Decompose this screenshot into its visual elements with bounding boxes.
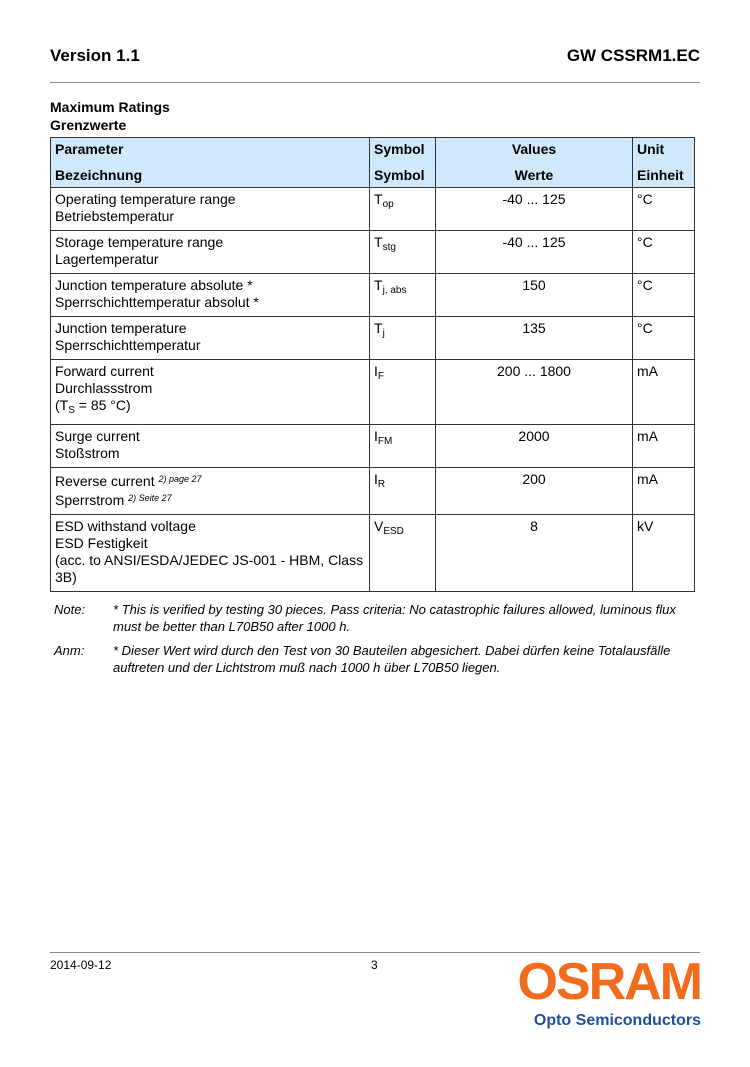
logo-wordmark: OSRAM	[517, 953, 701, 1011]
symbol-subscript: F	[377, 371, 384, 382]
symbol-cell	[370, 231, 436, 274]
note-en	[54, 601, 694, 635]
symbol-main: T	[374, 320, 383, 336]
parameter-line: Reverse current $^{2) page 27}$	[55, 473, 202, 489]
header-symbol-de: Symbol	[370, 164, 436, 188]
note-text: * This is verified by testing 30 pieces. Pass criteria: No catastrophic failures allowed, luminous flux must be better than L70B50 after 1000 h.	[113, 602, 676, 634]
table-row	[51, 360, 695, 425]
parameter-line: Sperrschichttemperatur	[55, 337, 201, 353]
header-symbol: Symbol	[370, 138, 436, 165]
document-version: Version 1.1	[50, 46, 140, 65]
symbol-cell	[370, 360, 436, 425]
value-cell: 8	[436, 515, 633, 592]
symbol-cell	[370, 425, 436, 468]
table-row	[51, 425, 695, 468]
unit-cell: °C	[633, 317, 695, 360]
logo-tagline: Opto Semiconductors	[533, 1012, 701, 1029]
header-bezeichnung: Bezeichnung	[51, 164, 370, 188]
parameter-line: Sperrschichttemperatur absolut *	[55, 294, 259, 310]
parameter-line: ESD withstand voltage	[55, 518, 196, 534]
unit-cell: °C	[633, 231, 695, 274]
table-body	[51, 188, 695, 592]
symbol-cell	[370, 515, 436, 592]
maximum-ratings-table	[50, 137, 695, 592]
symbol-subscript: j, abs	[382, 285, 407, 296]
symbol-subscript: op	[382, 199, 394, 210]
symbol-cell	[370, 468, 436, 515]
table-header-row-en	[51, 138, 695, 165]
symbol-main: T	[374, 191, 383, 207]
section-title-en: Maximum Ratings	[50, 99, 170, 115]
unit-cell: °C	[633, 274, 695, 317]
value-cell: 200	[436, 468, 633, 515]
table-row	[51, 231, 695, 274]
table-row	[51, 188, 695, 231]
page-number: 3	[371, 958, 378, 972]
symbol-main: V	[374, 518, 384, 534]
unit-cell: mA	[633, 468, 695, 515]
symbol-subscript: stg	[382, 242, 396, 253]
unit-cell: mA	[633, 360, 695, 425]
header-divider	[50, 82, 700, 83]
header-parameter: Parameter	[51, 138, 370, 165]
parameter-cell	[51, 425, 370, 468]
symbol-cell	[370, 188, 436, 231]
footer-date: 2014-09-12	[50, 958, 112, 972]
footnote-ref: 2) page 27	[158, 474, 202, 484]
parameter-cell	[51, 188, 370, 231]
symbol-subscript: j	[382, 328, 385, 339]
value-cell: -40 ... 125	[436, 231, 633, 274]
unit-cell: mA	[633, 425, 695, 468]
parameter-line: ESD Festigkeit	[55, 535, 148, 551]
parameter-line: (acc. to ANSI/ESDA/JEDEC JS-001 - HBM, Class 3B)	[55, 552, 364, 585]
header-unit: Unit	[633, 138, 695, 165]
header-einheit: Einheit	[633, 164, 695, 188]
table-row	[51, 274, 695, 317]
parameter-line: Junction temperature	[55, 320, 187, 336]
parameter-line: Surge current	[55, 428, 140, 444]
table-row	[51, 468, 695, 515]
note-de	[54, 642, 694, 676]
parameter-line: Lagertemperatur	[55, 251, 159, 267]
symbol-main: T	[374, 234, 383, 250]
note-label: Note:	[54, 602, 86, 617]
header-values: Values	[436, 138, 633, 165]
parameter-cell	[51, 468, 370, 515]
value-cell: -40 ... 125	[436, 188, 633, 231]
osram-logo	[506, 953, 701, 1036]
table-header-row-de	[51, 164, 695, 188]
symbol-main: I	[374, 428, 378, 444]
value-cell: 2000	[436, 425, 633, 468]
parameter-line: Stoßstrom	[55, 445, 120, 461]
parameter-cell	[51, 231, 370, 274]
condition-subscript: S	[68, 405, 75, 416]
table-row	[51, 515, 695, 592]
symbol-main: I	[374, 363, 378, 379]
value-cell: 135	[436, 317, 633, 360]
parameter-line: Junction temperature absolute *	[55, 277, 253, 293]
table-row	[51, 317, 695, 360]
unit-cell: °C	[633, 188, 695, 231]
parameter-cell	[51, 317, 370, 360]
unit-cell: kV	[633, 515, 695, 592]
section-title	[50, 98, 170, 134]
parameter-cell	[51, 360, 370, 425]
note-label: Anm:	[54, 643, 85, 658]
note-text: * Dieser Wert wird durch den Test von 30 Bauteilen abgesichert. Dabei dürfen keine Totalausfälle auftreten und der Lichtstrom muß nach 1000 h über L70B50 liegen.	[113, 643, 671, 675]
parameter-line: Forward current	[55, 363, 154, 379]
symbol-cell	[370, 317, 436, 360]
symbol-subscript: FM	[377, 436, 393, 447]
symbol-cell	[370, 274, 436, 317]
parameter-line: Sperrstrom $^{2) Seite 27}$	[55, 492, 172, 508]
footnote-ref: 2) Seite 27	[128, 493, 172, 503]
parameter-cell	[51, 274, 370, 317]
product-name: GW CSSRM1.EC	[566, 46, 700, 65]
parameter-line: Durchlassstrom	[55, 380, 153, 396]
value-cell: 150	[436, 274, 633, 317]
value-cell: 200 ... 1800	[436, 360, 633, 425]
parameter-line: Betriebstemperatur	[55, 208, 175, 224]
section-title-de: Grenzwerte	[50, 117, 127, 133]
symbol-subscript: R	[377, 479, 386, 490]
symbol-subscript: ESD	[383, 526, 404, 537]
parameter-line: Storage temperature range	[55, 234, 224, 250]
parameter-cell	[51, 515, 370, 592]
parameter-condition: ($T_S = 85$ °C)	[55, 397, 131, 416]
symbol-main: T	[374, 277, 383, 293]
header-werte: Werte	[436, 164, 633, 188]
parameter-line: Operating temperature range	[55, 191, 236, 207]
symbol-main: I	[374, 471, 378, 487]
notes-section	[54, 601, 694, 683]
